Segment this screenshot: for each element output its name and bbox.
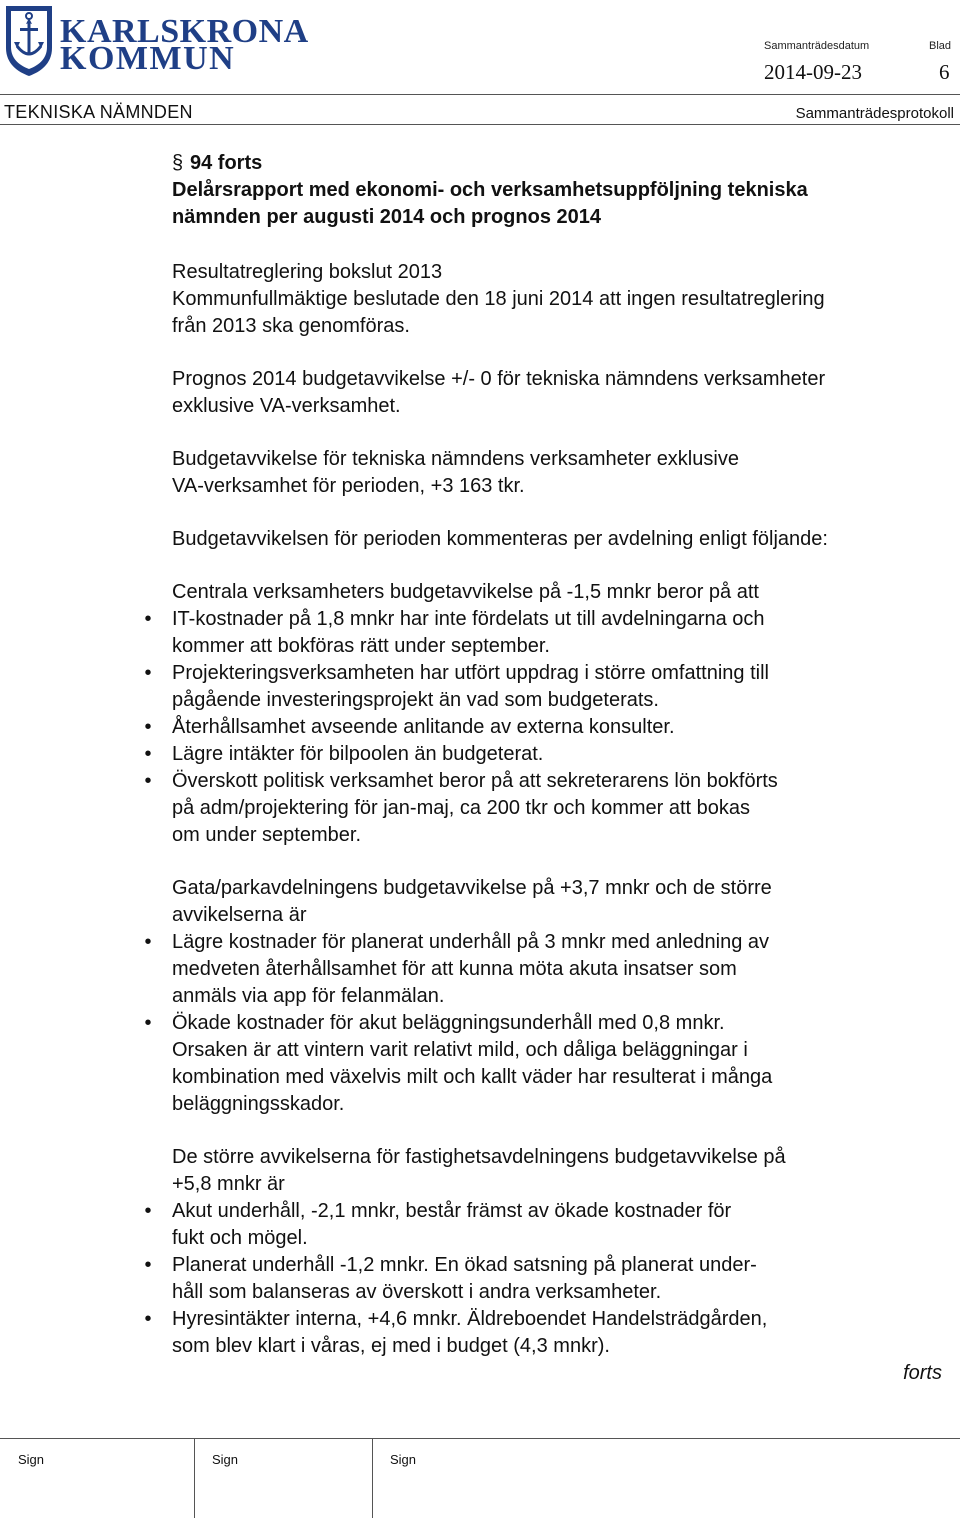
list-item <box>102 929 952 1010</box>
list-item-line: Överskott politisk verksamhet beror på att sekreterarens lön bokförts <box>172 770 778 792</box>
fastighet-intro-line-1: De större avvikelserna för fastighetsavdelningens budgetavvikelse på <box>172 1146 786 1168</box>
section-title-line-2: nämnden per augusti 2014 och prognos 2014 <box>172 206 602 228</box>
list-item-line: som blev klart i våras, ej med i budget (4,3 mnkr). <box>172 1335 610 1357</box>
paragraph-line: Budgetavvikelsen för perioden kommenteras per avdelning enligt följande: <box>172 528 828 550</box>
list-item-line: Ökade kostnader för akut beläggningsunderhåll med 0,8 mnkr. <box>172 1012 725 1034</box>
signature-field-3: Sign <box>390 1452 417 1467</box>
list-item <box>102 1252 952 1306</box>
paragraph-line: Resultatreglering bokslut 2013 <box>172 261 443 283</box>
central-intro: Centrala verksamheters budgetavvikelse på -1,5 mnkr beror på att <box>172 581 759 603</box>
gata-intro-line-1: Gata/parkavdelningens budgetavvikelse på +3,7 mnkr och de större <box>172 877 772 899</box>
paragraph-line: från 2013 ska genomföras. <box>172 315 410 337</box>
karlskrona-kommun-logo <box>4 4 309 80</box>
document-type: Sammanträdesprotokoll <box>795 105 954 122</box>
header-rule <box>0 94 960 95</box>
bullet-icon: • <box>144 1012 152 1034</box>
section-marker: § <box>172 152 184 174</box>
paragraph-line: exklusive VA-verksamhet. <box>172 395 401 417</box>
list-item-line: fukt och mögel. <box>172 1227 308 1249</box>
list-item <box>102 606 952 660</box>
list-item <box>102 1010 952 1118</box>
bullet-icon: • <box>144 931 152 953</box>
bullet-icon: • <box>144 770 152 792</box>
section-number: 94 forts <box>190 152 263 174</box>
list-item <box>102 660 952 714</box>
bullet-icon: • <box>144 1254 152 1276</box>
list-item-line: på adm/projektering för jan-maj, ca 200 tkr och kommer att bokas <box>172 797 751 819</box>
coat-of-arms-icon <box>4 4 54 78</box>
committee-name: TEKNISKA NÄMNDEN <box>4 102 193 122</box>
list-item-line: Återhållsamhet avseende anlitande av externa konsulter. <box>172 716 675 738</box>
header-rule-lower <box>0 124 960 125</box>
list-item <box>102 1306 952 1360</box>
fastighet-intro-line-2: +5,8 mnkr är <box>172 1173 285 1195</box>
signature-field-2: Sign <box>212 1452 239 1467</box>
paragraph-line: Kommunfullmäktige beslutade den 18 juni 2014 att ingen resultatreglering <box>172 288 825 310</box>
gata-list <box>144 929 952 1118</box>
footer-divider <box>194 1438 195 1518</box>
list-item <box>102 741 952 768</box>
list-item-line: håll som balanseras av överskott i andra verksamheter. <box>172 1281 662 1303</box>
bullet-icon: • <box>144 743 152 765</box>
list-item <box>102 1198 952 1252</box>
list-item-line: Planerat underhåll -1,2 mnkr. En ökad satsning på planerat under- <box>172 1254 757 1276</box>
signature-field-1: Sign <box>18 1452 45 1467</box>
bullet-icon: • <box>144 662 152 684</box>
paragraph-line: Budgetavvikelse för tekniska nämndens verksamheter exklusive <box>172 448 739 470</box>
list-item <box>102 768 952 849</box>
list-item-line: kombination med växelvis milt och kallt väder har resulterat i många <box>172 1066 773 1088</box>
meeting-date: 2014-09-23 <box>764 60 862 84</box>
central-list <box>144 606 952 849</box>
list-item-line: Akut underhåll, -2,1 mnkr, består främst av ökade kostnader för <box>172 1200 732 1222</box>
list-item-line: beläggningsskador. <box>172 1093 345 1115</box>
bullet-icon: • <box>144 1308 152 1330</box>
page-label: Blad <box>929 40 952 52</box>
fastighet-list <box>144 1198 952 1360</box>
date-label: Sammanträdesdatum <box>764 40 870 52</box>
bullet-icon: • <box>144 716 152 738</box>
list-item-line: Lägre kostnader för planerat underhåll på 3 mnkr med anledning av <box>172 931 770 953</box>
continued-marker: forts <box>903 1362 942 1384</box>
logo-wordmark <box>60 13 309 77</box>
list-item-line: IT-kostnader på 1,8 mnkr har inte fördelats ut till avdelningarna och <box>172 608 765 630</box>
footer-divider <box>372 1438 373 1518</box>
list-item-line: Projekteringsverksamheten har utfört uppdrag i större omfattning till <box>172 662 769 684</box>
list-item-line: anmäls via app för felanmälan. <box>172 985 445 1007</box>
paragraph-line: Prognos 2014 budgetavvikelse +/- 0 för tekniska nämndens verksamheter <box>172 368 826 390</box>
list-item-line: om under september. <box>172 824 361 846</box>
list-item-line: kommer att bokföras rätt under september. <box>172 635 550 657</box>
logo-line-2: KOMMUN <box>60 40 236 77</box>
gata-intro-line-2: avvikelserna är <box>172 904 307 926</box>
protocol-body <box>144 150 952 1387</box>
list-item-line: pågående investeringsprojekt än vad som budgeterats. <box>172 689 659 711</box>
list-item-line: Lägre intäkter för bilpoolen än budgeterat. <box>172 743 544 765</box>
list-item-line: Orsaken är att vintern varit relativt mild, och dåliga beläggningar i <box>172 1039 748 1061</box>
section-title-line-1: Delårsrapport med ekonomi- och verksamhetsuppföljning tekniska <box>172 179 808 201</box>
footer-rule <box>0 1438 960 1439</box>
page-number: 6 <box>939 60 950 84</box>
bullet-icon: • <box>144 1200 152 1222</box>
list-item <box>102 714 952 741</box>
list-item-line: medveten återhållsamhet för att kunna möta akuta insatser som <box>172 958 737 980</box>
list-item-line: Hyresintäkter interna, +4,6 mnkr. Äldreboendet Handelsträdgården, <box>172 1308 768 1330</box>
section-heading <box>172 150 952 177</box>
logo-line-1: KARLSKRONA <box>60 13 309 50</box>
bullet-icon: • <box>144 608 152 630</box>
paragraph-line: VA-verksamhet för perioden, +3 163 tkr. <box>172 475 525 497</box>
